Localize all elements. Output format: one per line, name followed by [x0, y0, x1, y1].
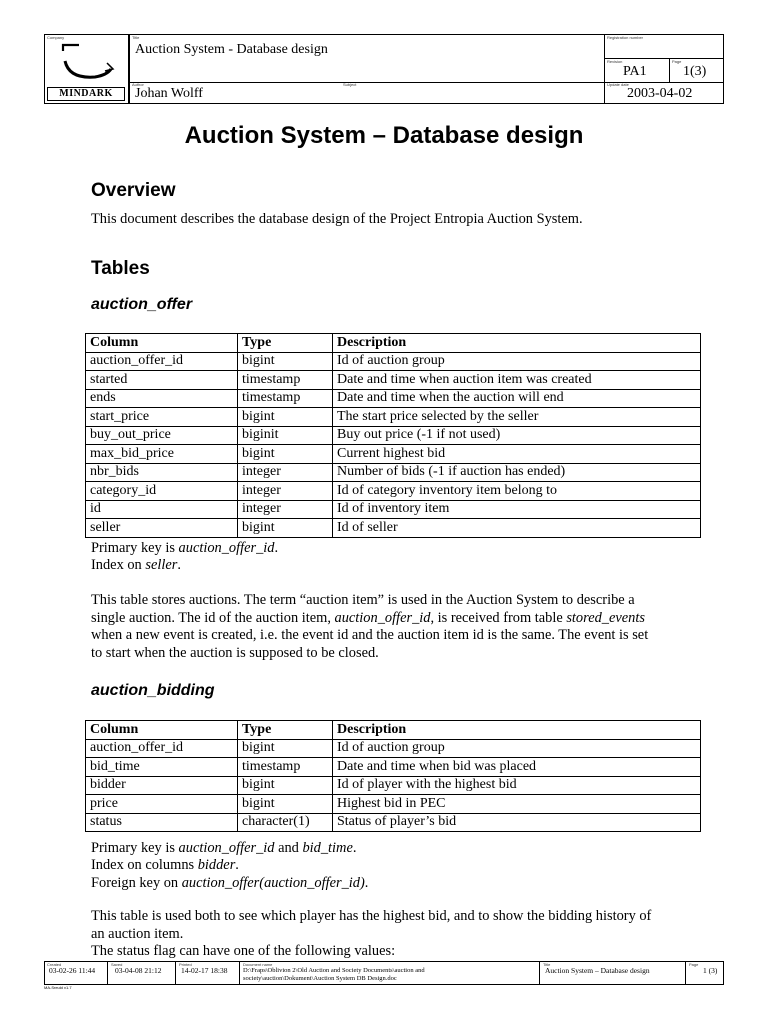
- table-row: [86, 813, 701, 832]
- created-value: 03-02-26 11:44: [49, 966, 96, 975]
- divider: [239, 962, 240, 984]
- printed-value: 14-02-17 18:38: [181, 966, 228, 975]
- type-cell: integer: [238, 463, 333, 482]
- column-name-cell: bid_time: [86, 758, 238, 777]
- table-row: [86, 776, 701, 795]
- description-cell: Id of auction group: [333, 352, 701, 371]
- document-name-value: D:\Fraps\Oblivion 2\Old Auction and Society Documents\auction and society\auction\Dokument\Auction System DB Design.doc: [243, 967, 425, 982]
- auction-bidding-description: This table is used both to see which player has the highest bid, and to show the bidding history of an auction item. The status flag can have one of the following values:: [91, 908, 652, 959]
- table-row: [86, 519, 701, 538]
- column-header: Column: [86, 334, 238, 353]
- company-logo-text: MINDARK: [47, 87, 125, 101]
- table-row: [86, 500, 701, 519]
- description-cell: Id of player with the highest bid: [333, 776, 701, 795]
- type-cell: timestamp: [238, 371, 333, 390]
- document-footer: [44, 961, 724, 985]
- divider: [175, 962, 176, 984]
- auction-bidding-index: Index on columns bidder.: [91, 857, 239, 873]
- description-cell: Id of category inventory item belong to: [333, 482, 701, 501]
- table-row: [86, 445, 701, 464]
- column-name-cell: status: [86, 813, 238, 832]
- saved-value: 03-04-08 21:12: [115, 966, 162, 975]
- type-cell: bigint: [238, 739, 333, 758]
- type-cell: bigint: [238, 776, 333, 795]
- divider: [685, 962, 686, 984]
- tables-heading: Tables: [91, 258, 150, 279]
- mindark-logo-icon: [57, 43, 117, 85]
- type-cell: integer: [238, 482, 333, 501]
- type-cell: bigint: [238, 445, 333, 464]
- table-row: [86, 389, 701, 408]
- footer-title-label: Title: [543, 962, 551, 967]
- registration-label: Registration number: [607, 35, 644, 40]
- auction-bidding-primary-key: Primary key is auction_offer_id and bid_time.: [91, 840, 357, 856]
- divider: [539, 962, 540, 984]
- overview-text: This document describes the database design of the Project Entropia Auction System.: [91, 211, 583, 227]
- table-row: [86, 482, 701, 501]
- created-label: Created: [47, 962, 62, 967]
- column-name-cell: bidder: [86, 776, 238, 795]
- saved-label: Saved: [111, 962, 123, 967]
- column-name-cell: nbr_bids: [86, 463, 238, 482]
- type-cell: bigint: [238, 352, 333, 371]
- table-row: [86, 463, 701, 482]
- description-cell: Status of player’s bid: [333, 813, 701, 832]
- column-name-cell: ends: [86, 389, 238, 408]
- column-name-cell: id: [86, 500, 238, 519]
- type-cell: bigint: [238, 519, 333, 538]
- auction-offer-description: This table stores auctions. The term “auction item” is used in the Auction System to describe a single auction. The id of the auction item, auction_offer_id, is received from table stored_events when a new event is created, i.e. the event id and the auction item id is the same. The event is set to start when the auction is supposed to be closed.: [91, 592, 649, 661]
- table-row: [86, 408, 701, 427]
- table-row: [86, 426, 701, 445]
- divider: [129, 82, 723, 83]
- description-cell: The start price selected by the seller: [333, 408, 701, 427]
- auction-offer-heading: auction_offer: [91, 296, 193, 313]
- auction-offer-primary-key: Primary key is auction_offer_id.: [91, 540, 279, 556]
- column-name-cell: price: [86, 795, 238, 814]
- description-cell: Current highest bid: [333, 445, 701, 464]
- footer-title-value: Auction System – Database design: [545, 966, 650, 975]
- description-cell: Buy out price (-1 if not used): [333, 426, 701, 445]
- revision-value: PA1: [623, 64, 647, 79]
- update-date-value: 2003-04-02: [627, 86, 693, 101]
- table-row: [86, 371, 701, 390]
- footer-page-label: Page: [689, 962, 699, 967]
- table-row: [86, 352, 701, 371]
- document-name-label: Document name: [243, 962, 273, 967]
- auction-bidding-heading: auction_bidding: [91, 682, 215, 699]
- column-header: Column: [86, 721, 238, 740]
- type-cell: integer: [238, 500, 333, 519]
- table-row: [86, 795, 701, 814]
- header-title: Auction System - Database design: [135, 42, 328, 57]
- auction-bidding-table: [85, 720, 701, 832]
- title-label: Title: [132, 35, 140, 40]
- type-cell: bigint: [238, 795, 333, 814]
- type-cell: character(1): [238, 813, 333, 832]
- description-cell: Number of bids (-1 if auction has ended): [333, 463, 701, 482]
- divider: [107, 962, 108, 984]
- table-header-row: [86, 334, 701, 353]
- description-cell: Date and time when auction item was created: [333, 371, 701, 390]
- column-name-cell: buy_out_price: [86, 426, 238, 445]
- type-cell: timestamp: [238, 758, 333, 777]
- description-cell: Id of auction group: [333, 739, 701, 758]
- column-name-cell: category_id: [86, 482, 238, 501]
- column-name-cell: auction_offer_id: [86, 739, 238, 758]
- company-label: Company: [47, 35, 65, 40]
- divider: [669, 58, 670, 82]
- auction-offer-table: [85, 333, 701, 538]
- printed-label: Printed: [179, 962, 192, 967]
- divider: [604, 35, 605, 103]
- table-row: [86, 739, 701, 758]
- description-cell: Date and time when the auction will end: [333, 389, 701, 408]
- update-date-label: Update date: [607, 82, 629, 87]
- page-label: Page: [672, 59, 682, 64]
- type-cell: biginit: [238, 426, 333, 445]
- author-label: Author: [132, 82, 144, 87]
- revision-label: Revision: [607, 59, 623, 64]
- description-cell: Id of seller: [333, 519, 701, 538]
- column-name-cell: started: [86, 371, 238, 390]
- company-cell: [45, 35, 129, 103]
- table-header-row: [86, 721, 701, 740]
- document-header: [44, 34, 724, 104]
- table-row: [86, 758, 701, 777]
- description-cell: Date and time when bid was placed: [333, 758, 701, 777]
- template-version: MA-Sreuld v1.7: [44, 985, 72, 990]
- column-name-cell: start_price: [86, 408, 238, 427]
- column-header: Description: [333, 721, 701, 740]
- document-title: Auction System – Database design: [184, 122, 584, 149]
- column-name-cell: seller: [86, 519, 238, 538]
- auction-offer-index: Index on seller.: [91, 557, 181, 573]
- description-cell: Id of inventory item: [333, 500, 701, 519]
- type-cell: bigint: [238, 408, 333, 427]
- auction-bidding-foreign-key: Foreign key on auction_offer(auction_offer_id).: [91, 875, 369, 891]
- subject-label: Subject: [343, 82, 357, 87]
- description-cell: Highest bid in PEC: [333, 795, 701, 814]
- page-value: 1(3): [683, 64, 707, 79]
- column-name-cell: auction_offer_id: [86, 352, 238, 371]
- author-value: Johan Wolff: [135, 86, 203, 101]
- footer-page-value: 1 (3): [703, 966, 718, 975]
- column-name-cell: max_bid_price: [86, 445, 238, 464]
- overview-heading: Overview: [91, 180, 176, 201]
- type-cell: timestamp: [238, 389, 333, 408]
- column-header: Description: [333, 334, 701, 353]
- column-header: Type: [238, 721, 333, 740]
- column-header: Type: [238, 334, 333, 353]
- divider: [129, 35, 130, 103]
